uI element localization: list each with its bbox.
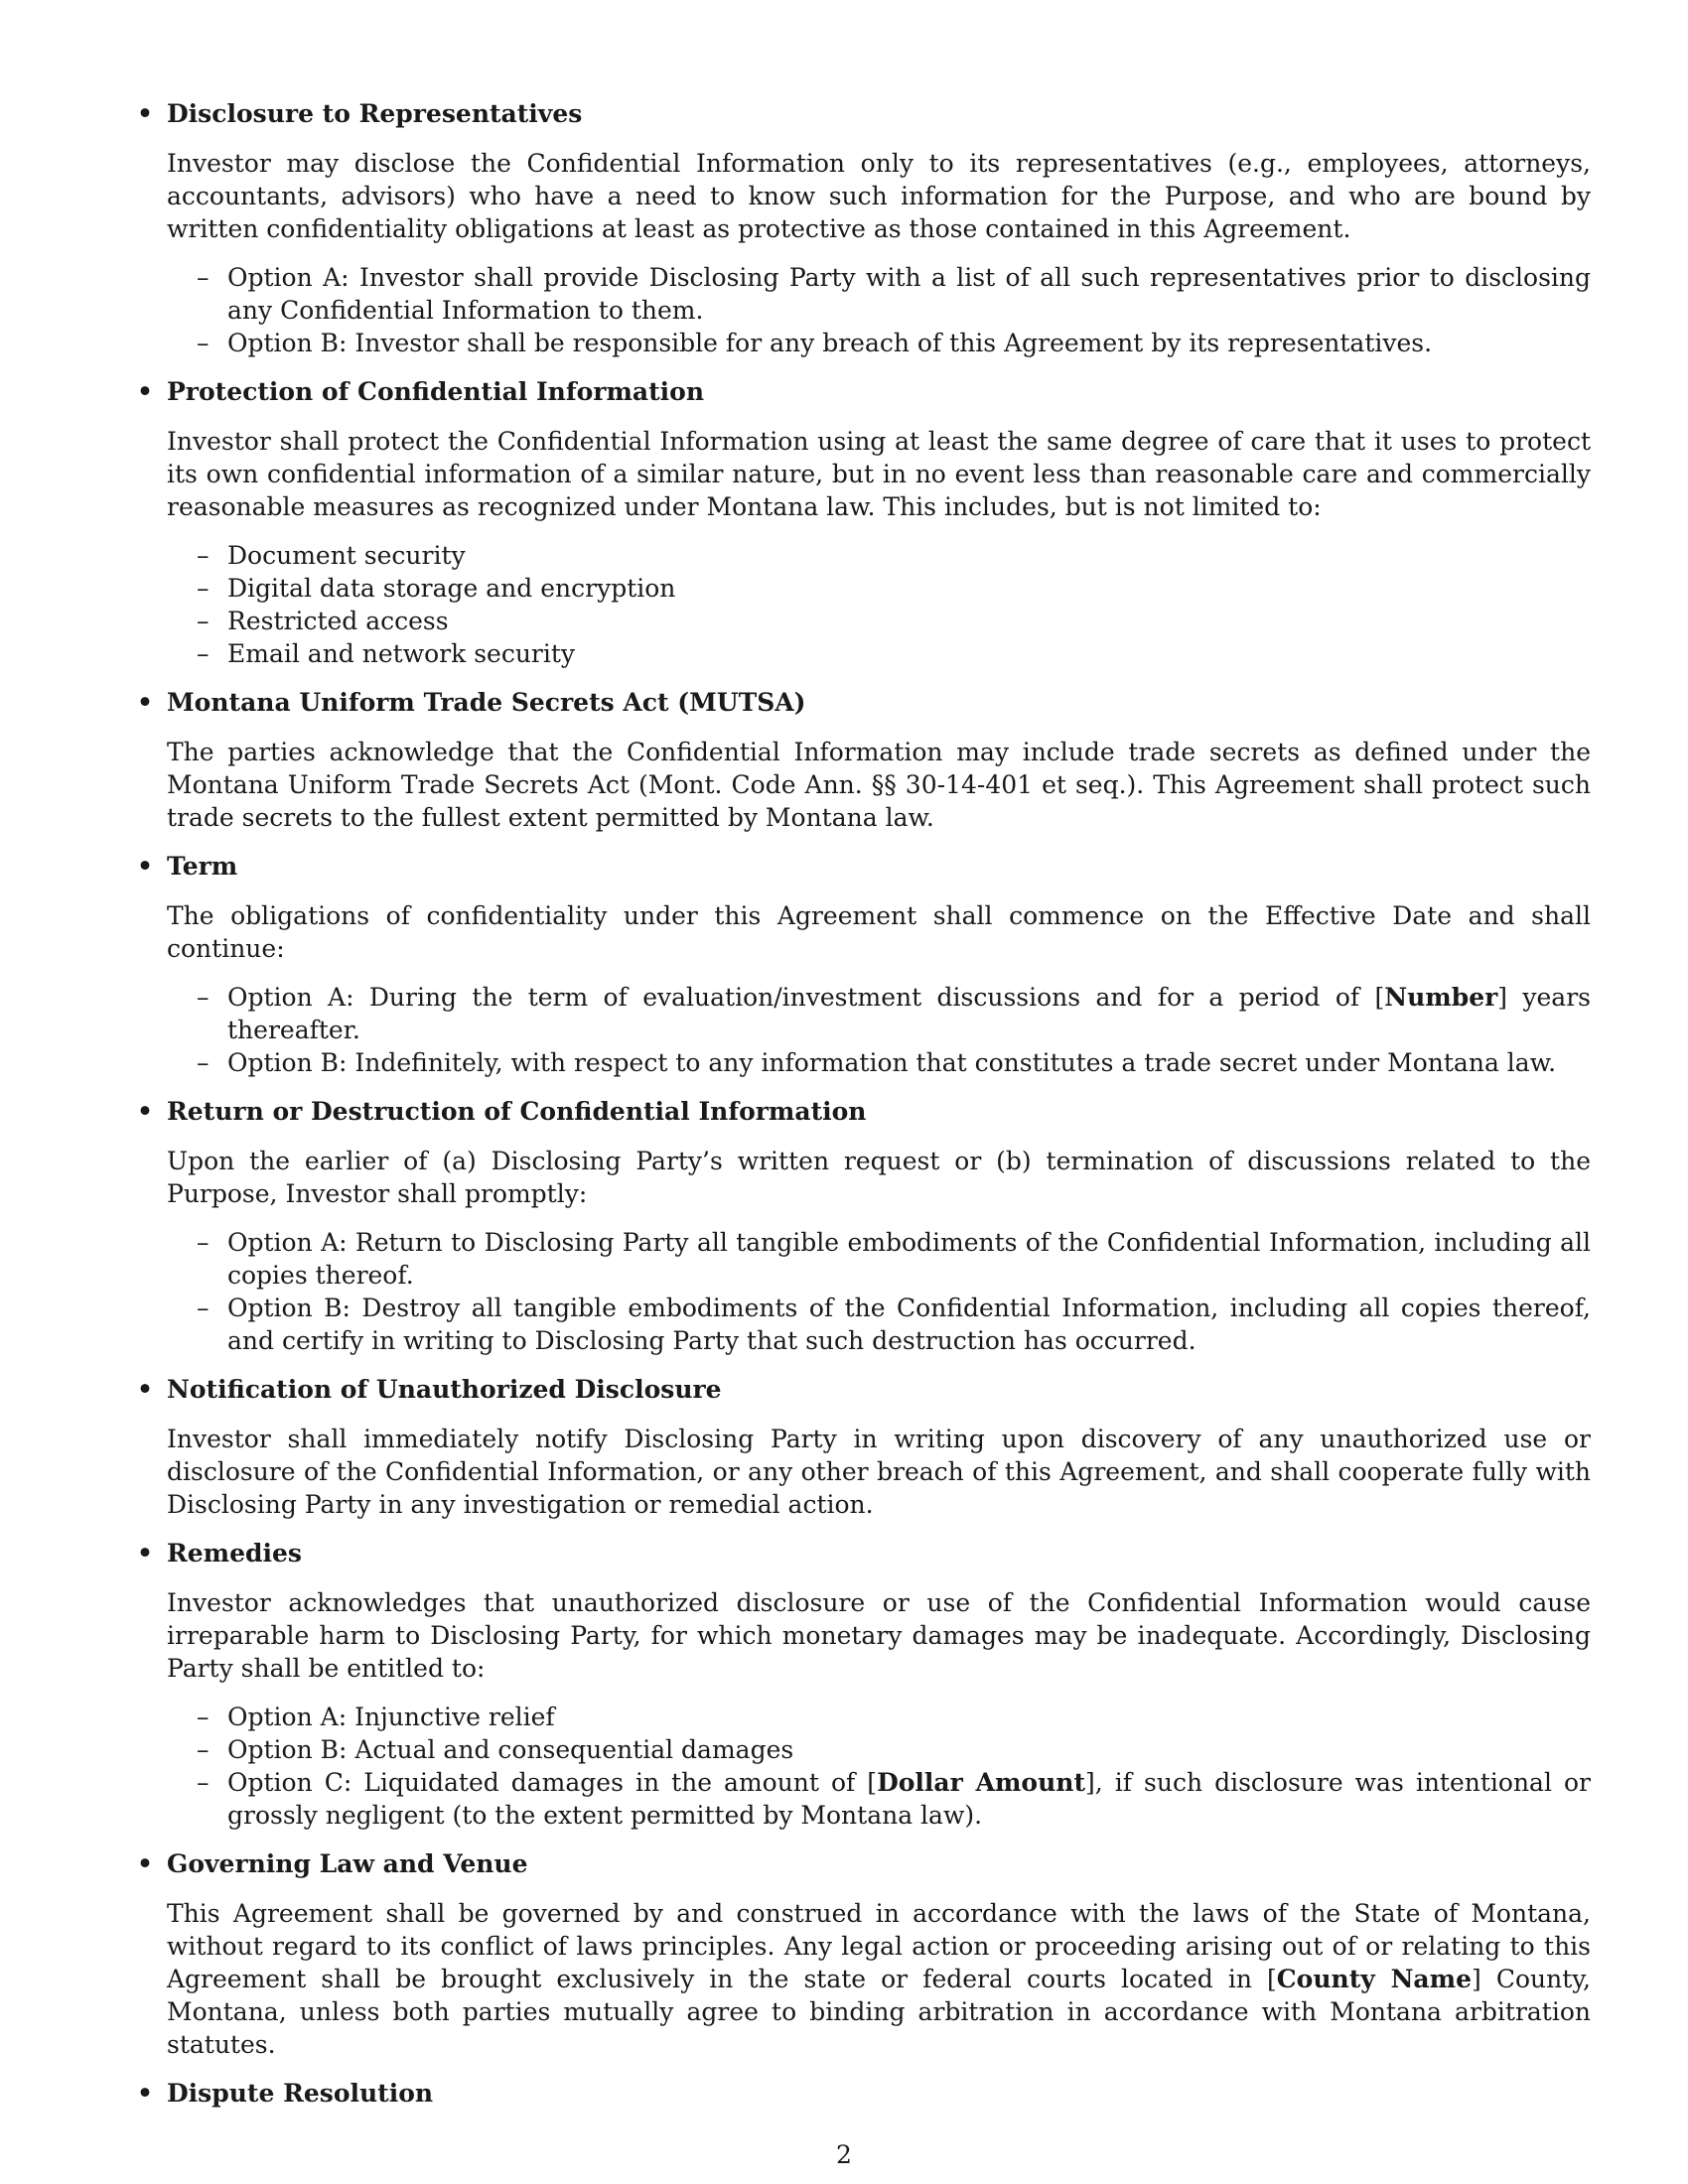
placeholder-text: County Name (1276, 1965, 1472, 1993)
section-heading: Dispute Resolution (167, 2079, 434, 2108)
section-term (131, 850, 1591, 1079)
section-heading: Return or Destruction of Confidential Information (167, 1097, 867, 1126)
section-paragraph: The obligations of confidentiality under this Agreement shall commence on the Effective Date and shall continue: (167, 901, 1591, 963)
option-list (167, 1701, 1591, 1832)
section-heading: Remedies (167, 1539, 302, 1568)
section-governing-law-and-venue (131, 1847, 1591, 2061)
dash-icon: – (197, 1735, 210, 1764)
dash-icon: – (197, 263, 210, 292)
section-disclosure-to-representatives (131, 97, 1591, 359)
dash-icon: – (197, 541, 210, 570)
dash-icon: – (197, 639, 210, 668)
section-paragraph: The parties acknowledge that the Confidential Information may include trade secrets as defined under the Montana Uniform Trade Secrets Act (Mont. Code Ann. §§ 30-14-401 et seq.). This Agreement shall protect such trade secrets to the fullest extent permitted by Montana law. (167, 738, 1591, 832)
section-return-or-destruction (131, 1095, 1591, 1357)
list-item (167, 1701, 1591, 1733)
list-item (167, 327, 1591, 359)
dash-icon: – (197, 607, 210, 635)
list-item (167, 637, 1591, 670)
list-item-text: Option A: Investor shall provide Disclosing Party with a list of all such representatives prior to disclosing any Confidential Information to them. (227, 263, 1591, 325)
list-item (167, 539, 1591, 572)
list-item (167, 572, 1591, 605)
document-body (131, 97, 1591, 2126)
list-item-text: Option A: During the term of evaluation/investment discussions and for a period of [ (227, 983, 1385, 1012)
dash-icon: – (197, 1703, 210, 1731)
bullet-icon: • (137, 688, 153, 717)
bullet-icon: • (137, 1539, 153, 1568)
list-item-text: Document security (227, 541, 466, 570)
dash-icon: – (197, 1768, 210, 1797)
section-heading: Disclosure to Representatives (167, 99, 583, 128)
section-paragraph: Upon the earlier of (a) Disclosing Party’s written request or (b) termination of discussions related to the Purpose, Investor shall promptly: (167, 1147, 1591, 1208)
section-paragraph: Investor acknowledges that unauthorized disclosure or use of the Confidential Information would cause irreparable harm to Disclosing Party, for which monetary damages may be inadequate. Accordingly, Disclosing Party shall be entitled to: (167, 1588, 1591, 1683)
list-item (167, 1766, 1591, 1832)
list-item-text: Option A: Return to Disclosing Party all tangible embodiments of the Confidential Information, including all copies thereof. (227, 1228, 1591, 1290)
list-item-text: Restricted access (227, 607, 449, 635)
dash-icon: – (197, 574, 210, 603)
bullet-icon: • (137, 99, 153, 128)
section-remedies (131, 1537, 1591, 1832)
list-item (167, 1292, 1591, 1357)
page-number: 2 (836, 2140, 852, 2169)
list-item (167, 1226, 1591, 1292)
placeholder-text: Dollar Amount (877, 1768, 1086, 1797)
section-heading: Notification of Unauthorized Disclosure (167, 1375, 722, 1404)
section-heading: Protection of Confidential Information (167, 377, 705, 406)
paragraph-text: This Agreement shall be governed by and construed in accordance with the laws of the State of Montana, without regard to its conflict of laws principles. Any legal action or proceeding arising out of or relating to this Agreement shall be brought exclusively in the state or federal courts located in [ (167, 1899, 1591, 1993)
dash-icon: – (197, 329, 210, 357)
list-item (167, 981, 1591, 1046)
bullet-icon: • (137, 377, 153, 406)
bullet-icon: • (137, 852, 153, 881)
list-item (167, 261, 1591, 327)
section-paragraph: Investor may disclose the Confidential Information only to its representatives (e.g., employees, attorneys, accountants, advisors) who have a need to know such information for the Purpose, and who are bound by written confidentiality obligations at least as protective as those contained in this Agreement. (167, 149, 1591, 243)
bullet-icon: • (137, 1097, 153, 1126)
section-protection-of-confidential-information (131, 375, 1591, 670)
list-item (167, 605, 1591, 637)
option-list (167, 981, 1591, 1079)
section-heading: Term (167, 852, 238, 881)
option-list (167, 1226, 1591, 1357)
list-item (167, 1733, 1591, 1766)
placeholder-text: Number (1384, 983, 1498, 1012)
bullet-icon: • (137, 1375, 153, 1404)
list-item (167, 1046, 1591, 1079)
section-paragraph (167, 1897, 1591, 2061)
list-item-text: Option B: Actual and consequential damages (227, 1735, 794, 1764)
list-item-text: Option B: Investor shall be responsible for any breach of this Agreement by its representatives. (227, 329, 1433, 357)
section-heading: Governing Law and Venue (167, 1849, 528, 1878)
list-item-text: ], if such disclosure was intentional or grossly negligent (to the extent permitted by Montana law). (227, 1768, 1591, 1830)
list-item-text: Option B: Indefinitely, with respect to any information that constitutes a trade secret under Montana law. (227, 1048, 1557, 1077)
section-dispute-resolution (131, 2077, 1591, 2110)
list-item-text: Option A: Injunctive relief (227, 1703, 555, 1731)
list-item-text: Digital data storage and encryption (227, 574, 676, 603)
section-heading: Montana Uniform Trade Secrets Act (MUTSA) (167, 688, 806, 717)
section-paragraph: Investor shall protect the Confidential Information using at least the same degree of care that it uses to protect its own confidential information of a similar nature, but in no event less than reasonable care and commercially reasonable measures as recognized under Montana law. This includes, but is not limited to: (167, 427, 1591, 521)
list-item-text: Email and network security (227, 639, 576, 668)
dash-icon: – (197, 1048, 210, 1077)
dash-icon: – (197, 983, 210, 1012)
paragraph-text: ] County, Montana, unless both parties mutually agree to binding arbitration in accordance with Montana arbitration statutes. (167, 1965, 1591, 2059)
option-list (167, 261, 1591, 359)
section-mutsa (131, 686, 1591, 834)
section-notification-of-unauthorized-disclosure (131, 1373, 1591, 1521)
dash-icon: – (197, 1294, 210, 1322)
bullet-icon: • (137, 1849, 153, 1878)
list-item-text: Option C: Liquidated damages in the amount of [ (227, 1768, 878, 1797)
list-item-text: Option B: Destroy all tangible embodiments of the Confidential Information, including all copies thereof, and certify in writing to Disclosing Party that such destruction has occurred. (227, 1294, 1591, 1355)
list-item-text: ] years thereafter. (227, 983, 1591, 1044)
dash-icon: – (197, 1228, 210, 1257)
section-paragraph: Investor shall immediately notify Disclosing Party in writing upon discovery of any unauthorized use or disclosure of the Confidential Information, or any other breach of this Agreement, and shall cooperate fully with Disclosing Party in any investigation or remedial action. (167, 1425, 1591, 1519)
option-list (167, 539, 1591, 670)
bullet-icon: • (137, 2079, 153, 2108)
